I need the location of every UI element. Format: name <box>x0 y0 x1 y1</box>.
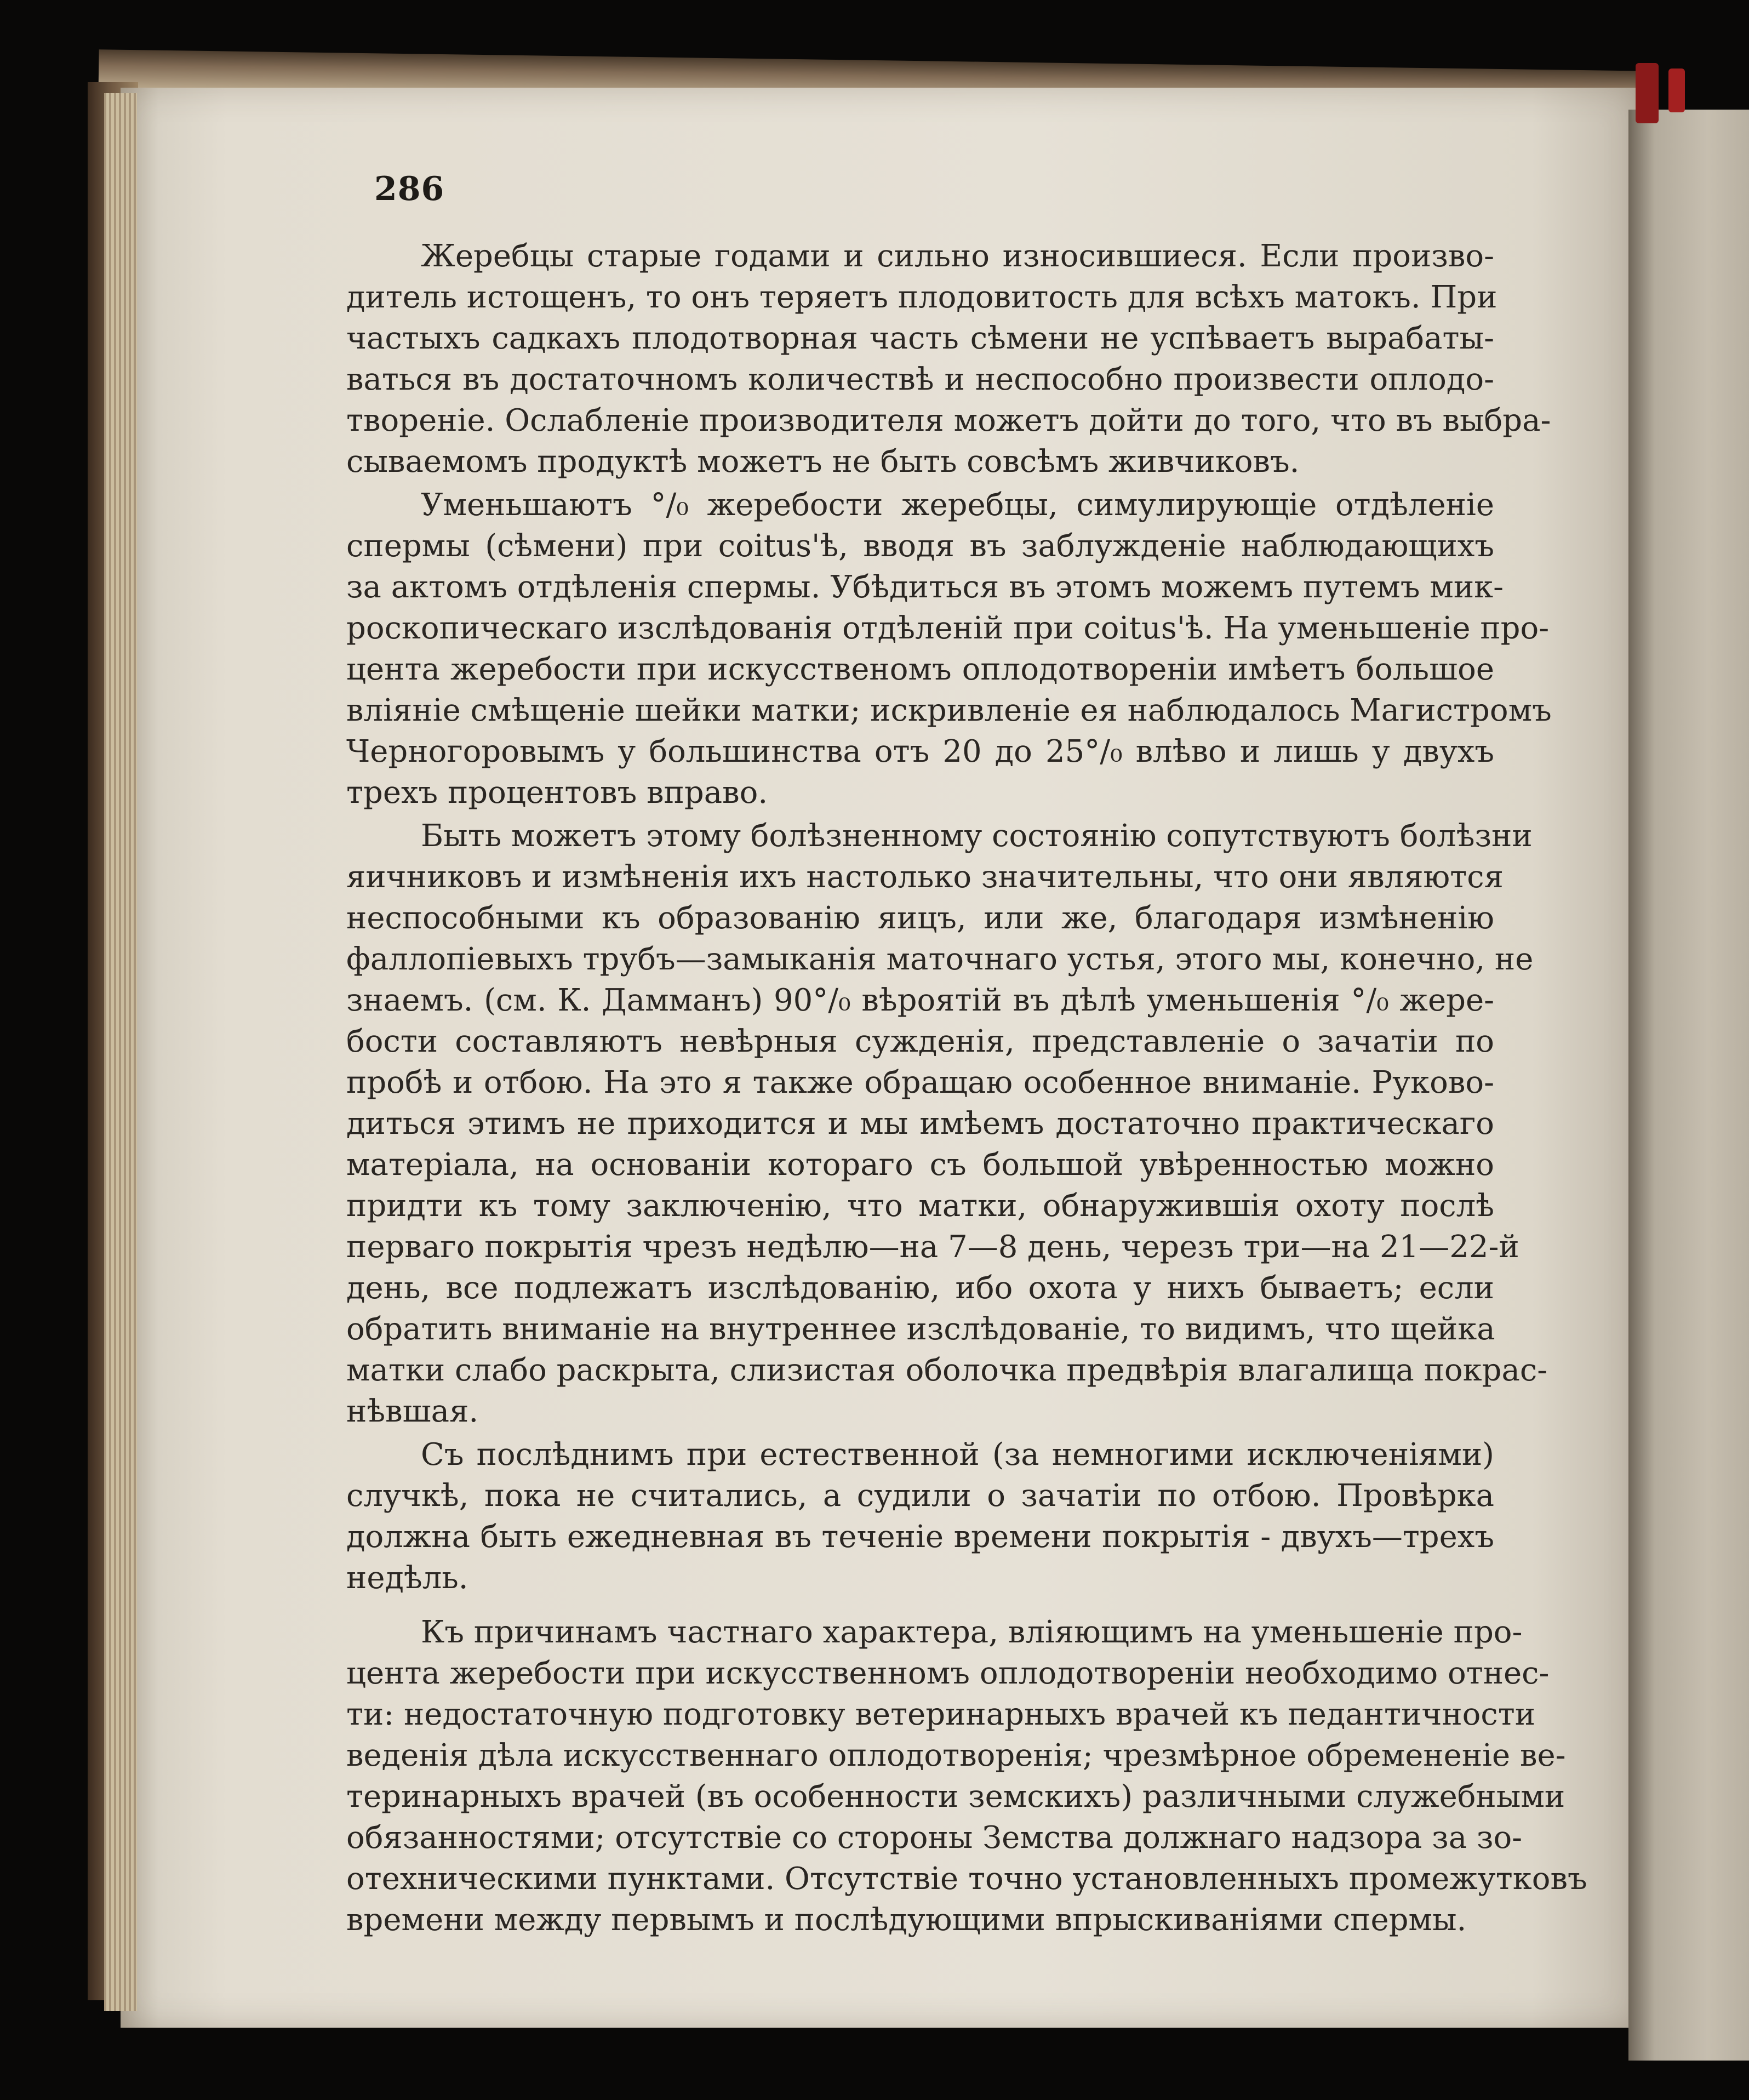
text-line: трехъ процентовъ вправо. <box>346 775 768 811</box>
text-line: твореніе. Ослабленіе производителя можетъ дойти до того, что въ выбра- <box>346 403 1551 438</box>
text-line: частыхъ садкахъ плодотворная часть сѣмени не успѣваетъ вырабаты- <box>346 321 1494 356</box>
text-line: дитель истощенъ, то онъ теряетъ плодовитость для всѣхъ матокъ. При <box>346 279 1497 315</box>
text-line: спермы (сѣмени) при coitus'ѣ, вводя въ заблужденіе наблюдающихъ <box>346 528 1494 564</box>
text-line: пробѣ и отбою. На это я также обращаю особенное вниманіе. Руково- <box>346 1065 1494 1100</box>
text-line: теринарныхъ врачей (въ особенности земскихъ) различными служебными <box>346 1779 1565 1814</box>
text-line: времени между первымъ и послѣдующими впрыскиваніями спермы. <box>346 1902 1467 1938</box>
text-line: Уменьшаютъ °/₀ жеребости жеребцы, симулирующіе отдѣленіе <box>421 487 1494 523</box>
text-line: нѣвшая. <box>346 1394 479 1429</box>
text-line: день, все подлежатъ изслѣдованію, ибо охота у нихъ бываетъ; если <box>346 1270 1494 1306</box>
text-line: случкѣ, пока не считались, а судили о зачатіи по отбою. Провѣрка <box>346 1478 1494 1514</box>
text-line: за актомъ отдѣленія спермы. Убѣдиться въ этомъ можемъ путемъ мик- <box>346 569 1504 605</box>
text-line: матеріала, на основаніи котораго съ большой увѣренностью можно <box>346 1147 1494 1183</box>
text-line: Черногоровымъ у большинства отъ 20 до 25°/₀ влѣво и лишь у двухъ <box>346 734 1494 769</box>
text-line: цента жеребости при искусственномъ оплодотвореніи необходимо отнес- <box>346 1656 1550 1691</box>
paragraph <box>346 236 1551 482</box>
text-line: придти къ тому заключенію, что матки, обнаружившія охоту послѣ <box>346 1188 1494 1224</box>
text-line: Жеребцы старые годами и сильно износившиеся. Если произво- <box>421 238 1494 274</box>
text-line: цента жеребости при искусственомъ оплодотвореніи имѣетъ большое <box>346 652 1494 687</box>
text-line: обратить вниманіе на внутреннее изслѣдованіе, то видимъ, что щейка <box>346 1311 1495 1347</box>
text-line: Быть можетъ этому болѣзненному состоянію сопутствуютъ болѣзни <box>421 818 1533 854</box>
text-line: яичниковъ и измѣненія ихъ настолько значительны, что они являются <box>346 859 1504 895</box>
text-line: Къ причинамъ частнаго характера, вліяющимъ на уменьшеніе про- <box>421 1614 1523 1650</box>
text-line: бости составляютъ невѣрныя сужденія, представленіе о зачатіи по <box>346 1024 1494 1059</box>
text-line: должна быть ежедневная въ теченіе времени покрытія - двухъ—трехъ <box>346 1519 1494 1555</box>
body-text <box>346 236 1587 1941</box>
text-line: вліяніе смѣщеніе шейки матки; искривленіе ея наблюдалось Магистромъ <box>346 693 1552 728</box>
text-line: роскопическаго изслѣдованія отдѣленій при coitus'ѣ. На уменьшеніе про- <box>346 610 1550 646</box>
page-number: 286 <box>374 170 445 208</box>
page-stack-edge <box>104 93 137 2011</box>
text-line: сываемомъ продуктѣ можетъ не быть совсѣмъ живчиковъ. <box>346 444 1300 480</box>
text-line: Съ послѣднимъ при естественной (за немногими исключеніями) <box>421 1437 1494 1473</box>
text-line: перваго покрытія чрезъ недѣлю—на 7—8 день, черезъ три—на 21—22-й <box>346 1229 1519 1265</box>
text-line: неспособными къ образованію яицъ, или же, благодаря измѣненію <box>346 900 1494 936</box>
text-line: матки слабо раскрыта, слизистая оболочка предвѣрія влагалища покрас- <box>346 1353 1548 1388</box>
paragraph <box>346 484 1552 813</box>
paragraph <box>346 1612 1587 1941</box>
text-line: недѣль. <box>346 1560 468 1596</box>
bookmark-ribbon-secondary <box>1668 69 1685 112</box>
text-line: веденія дѣла искусственнаго оплодотворенія; чрезмѣрное обремененіе ве- <box>346 1738 1566 1773</box>
text-line: обязанностями; отсутствіе со стороны Земства должнаго надзора за зо- <box>346 1820 1523 1856</box>
facing-page-edge <box>1628 110 1749 2061</box>
bookmark-ribbon <box>1636 63 1659 123</box>
text-line: ваться въ достаточномъ количествѣ и неспособно произвести оплодо- <box>346 362 1494 397</box>
text-line: диться этимъ не приходится и мы имѣемъ достаточно практическаго <box>346 1106 1494 1142</box>
text-line: фаллопіевыхъ трубъ—замыканія маточнаго устья, этого мы, конечно, не <box>346 941 1534 977</box>
paragraph <box>346 815 1548 1432</box>
text-line: отехническими пунктами. Отсутствіе точно установленныхъ промежутковъ <box>346 1861 1587 1897</box>
text-line: знаемъ. (см. К. Дамманъ) 90°/₀ вѣроятій въ дѣлѣ уменьшенія °/₀ жере- <box>346 983 1494 1018</box>
paragraph <box>346 1434 1494 1599</box>
text-line: ти: недостаточную подготовку ветеринарныхъ врачей къ педантичности <box>346 1697 1536 1732</box>
